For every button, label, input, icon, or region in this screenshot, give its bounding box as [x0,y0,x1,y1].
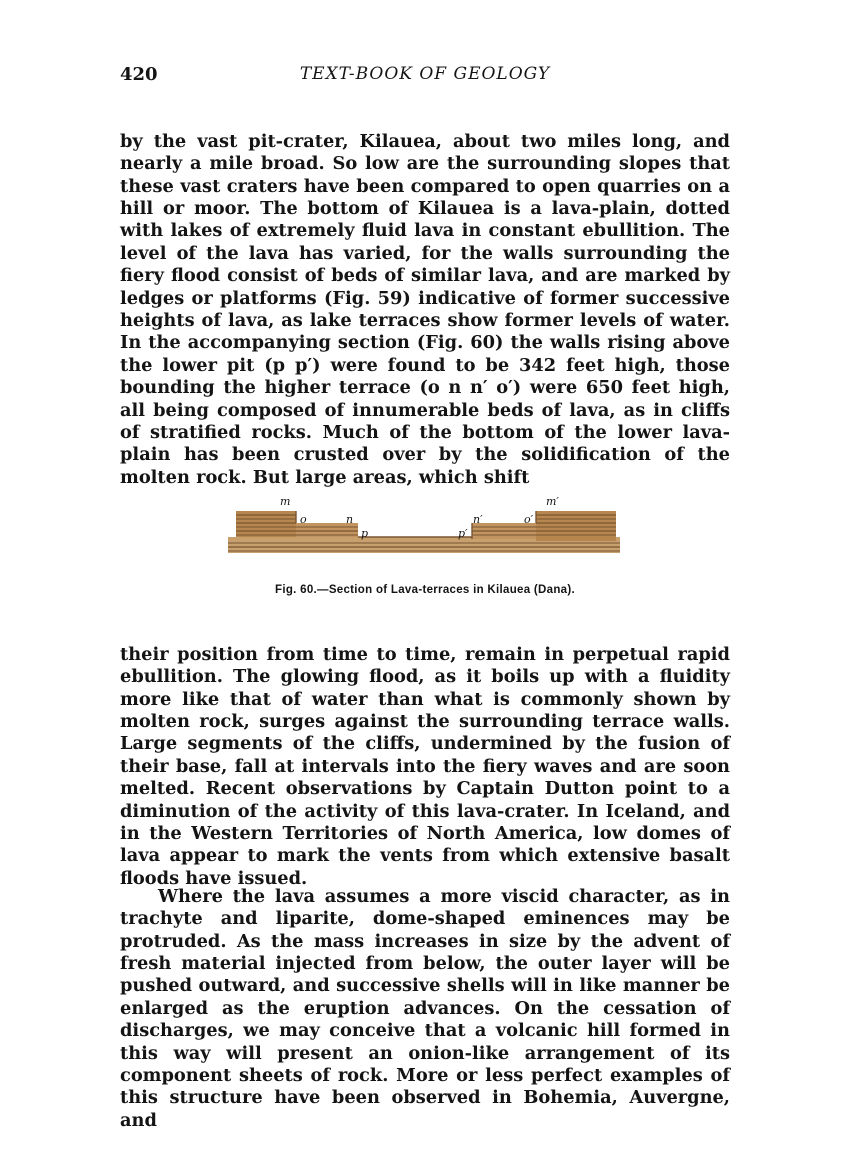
label-p: p [361,527,369,540]
page-header [120,64,730,88]
page-number: 420 [120,64,158,85]
section-drawing [228,493,620,559]
label-m-prime: m′ [546,495,559,508]
running-title: TEXT-BOOK OF GEOLOGY [299,64,551,84]
paragraph: their position from time to time, remain in perpetual rapid ebullition. The glowing flood, as it boils up with a fluidity more like that of water than what is commonly shown by molten rock, surges against the surrounding terrace walls. Large segments of the cliffs, undermined by the fusion of their base, fall at intervals into the fiery waves and are soon melted. Recent observations by Captain Dutton point to a diminution of the activity of this lava-crater. In Iceland, and in the Western Territories of North America, low domes of lava appear to mark the vents from which extensive basalt floods have issued. [120,643,730,889]
label-p-prime: p′ [458,527,468,540]
label-n-prime: n′ [473,513,483,526]
label-n: n [346,513,354,526]
figure-caption: Fig. 60.—Section of Lava-terraces in Kilauea (Dana). [275,584,575,596]
lava-terrace-section-figure [228,493,620,559]
paragraph: Where the lava assumes a more viscid character, as in trachyte and liparite, dome-shaped eminences may be protruded. As the mass increases in size by the advent of fresh material injected from below, the outer layer will be pushed outward, and successive shells will in like manner be enlarged as the eruption advances. On the cessation of discharges, we may conceive that a volcanic hill formed in this way will present an onion-like arrangement of its component sheets of rock. More or less perfect examples of this structure have been observed in Bohemia, Auvergne, and [120,885,730,1131]
label-m: m [280,495,291,508]
paragraph: by the vast pit-crater, Kilauea, about two miles long, and nearly a mile broad. So low are the surrounding slopes that these vast craters have been compared to open quarries on a hill or moor. The bottom of Kilauea is a lava-plain, dotted with lakes of extremely fluid lava in constant ebullition. The level of the lava has varied, for the walls surrounding the fiery flood consist of beds of similar lava, and are marked by ledges or platforms (Fig. 59) indicative of former successive heights of lava, as lake terraces show former levels of water. In the accompanying section (Fig. 60) the walls rising above the lower pit (p p′) were found to be 342 feet high, those bounding the higher terrace (o n n′ o′) were 650 feet high, all being composed of innumerable beds of lava, as in cliffs of stratified rocks. Much of the bottom of the lower lava-plain has been crusted over by the solidification of the molten rock. But large areas, which shift [120,130,730,488]
label-o: o [300,513,307,526]
right-cliff-strata [472,511,616,541]
label-o-prime: o′ [524,513,534,526]
